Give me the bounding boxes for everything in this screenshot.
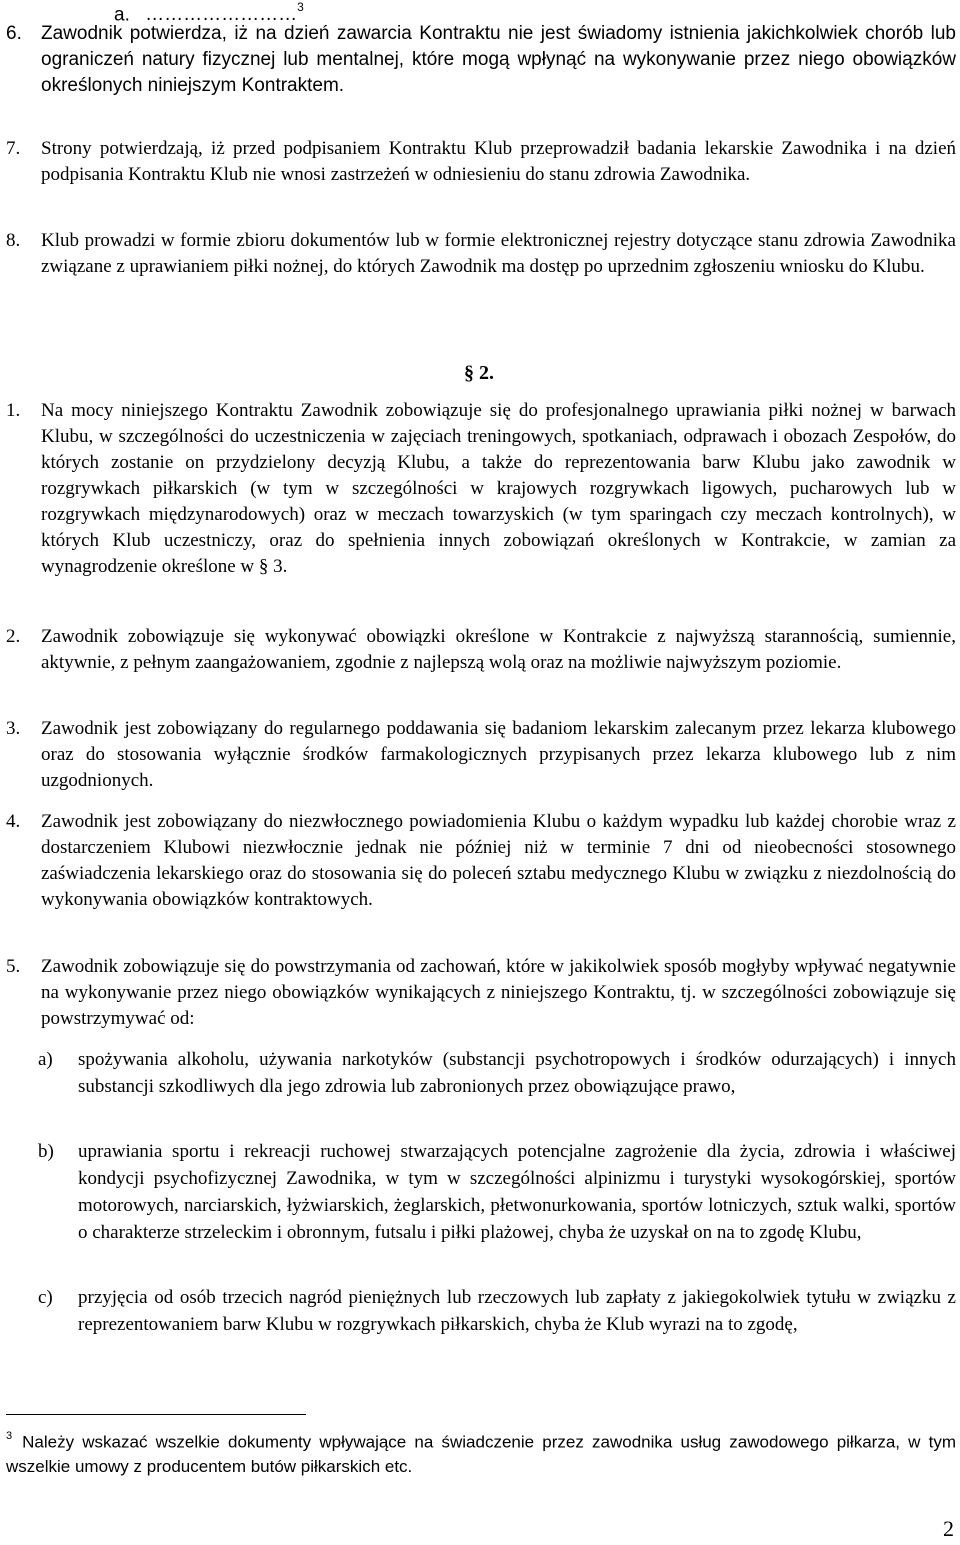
paragraph-4 — [6, 809, 956, 913]
paragraph-number: 3. — [6, 718, 21, 739]
paragraph-number: 2. — [6, 626, 21, 647]
footnote — [6, 1426, 956, 1479]
sub-item-b — [38, 1138, 956, 1246]
paragraph-text: Zawodnik potwierdza, iż na dzień zawarcia Kontraktu nie jest świadomy istnienia jakichkolwiek chorób lub ograniczeń natury fizycznej lub mentalnej, które mogą wpłynąć na wykonywanie przez niego obowiązków określonych niniejszym Kontraktem. — [41, 23, 956, 96]
footnote-text: Należy wskazać wszelkie dokumenty wpływające na świadczenie przez zawodnika usług zawodowego piłkarza, w tym wszelkie umowy z producentem butów piłkarskich etc. — [6, 1432, 956, 1476]
paragraph-text: Na mocy niniejszego Kontraktu Zawodnik zobowiązuje się do profesjonalnego uprawiania piłki nożnej w barwach Klubu, w szczególności do uczestniczenia w zajęciach treningowych, spotkaniach, odprawach i obozach Zespołów, do których zostanie on przydzielony decyzją Klubu, a także do reprezentowania barw Klubu jako zawodnik w rozgrywkach piłkarskich (w tym w szczególności w krajowych rozgrywkach ligowych, pucharowych lub w rozgrywkach międzynarodowych) oraz w meczach towarzyskich (w tym sparingach czy meczach kontrolnych), w których Klub uczestniczy, oraz do spełnienia innych zobowiązań określonych w Kontrakcie, w zamian za wynagrodzenie określone w § 3. — [41, 400, 956, 577]
paragraph-3 — [6, 716, 956, 794]
footnote-separator — [6, 1414, 306, 1415]
paragraph-5 — [6, 954, 956, 1032]
paragraph-6 — [6, 21, 956, 99]
sub-item-c — [38, 1284, 956, 1338]
footnote-marker: 3 — [6, 1430, 13, 1442]
paragraph-text: Zawodnik jest zobowiązany do niezwłocznego powiadomienia Klubu o każdym wypadku lub każdej chorobie wraz z dostarczeniem Klubowi niezwłocznie jednak nie później niż w terminie 7 dni od nieobecności stosownego zaświadczenia lekarskiego oraz do stosowania się do poleceń sztabu medycznego Klubu w związku z niezdolnością do wykonywania obowiązków kontraktowych. — [41, 811, 956, 910]
header-item-label: a. — [114, 4, 130, 26]
sub-item-text: przyjęcia od osób trzecich nagród pieniężnych lub rzeczowych lub zapłaty z jakiegokolwiek tytułu w związku z reprezentowaniem barw Klubu w rozgrywkach piłkarskich, chyba że Klub wyrazi na to zgodę, — [78, 1287, 956, 1335]
paragraph-8 — [6, 228, 956, 280]
sub-item-text: spożywania alkoholu, używania narkotyków (substancji psychotropowych i środków odurzających) i innych substancji szkodliwych dla jego zdrowia lub zabronionych przez obowiązujące prawo, — [78, 1049, 956, 1097]
sub-item-a — [38, 1046, 956, 1100]
paragraph-text: Klub prowadzi w formie zbioru dokumentów lub w formie elektronicznej rejestry dotyczące stanu zdrowia Zawodnika związane z uprawianiem piłki nożnej, do których Zawodnik ma dostęp po uprzednim zgłoszeniu wniosku do Klubu. — [41, 230, 956, 277]
sub-item-letter: c) — [38, 1287, 53, 1308]
paragraph-2 — [6, 624, 956, 676]
sub-item-letter: a) — [38, 1049, 53, 1070]
paragraph-text: Zawodnik jest zobowiązany do regularnego poddawania się badaniom lekarskim zalecanym przez lekarza klubowego oraz do stosowania wyłącznie środków farmakologicznych przypisanych przez lekarza klubowego lub z nim uzgodnionych. — [41, 718, 956, 791]
paragraph-number: 6. — [6, 23, 22, 44]
section-heading: § 2. — [464, 362, 494, 384]
sub-item-letter: b) — [38, 1141, 54, 1162]
paragraph-text: Strony potwierdzają, iż przed podpisaniem Kontraktu Klub przeprowadził badania lekarskie Zawodnika i na dzień podpisania Kontraktu Klub nie wnosi zastrzeżeń w odniesieniu do stanu zdrowia Zawodnika. — [41, 138, 956, 185]
paragraph-text: Zawodnik zobowiązuje się wykonywać obowiązki określone w Kontrakcie z najwyższą starannością, sumiennie, aktywnie, z pełnym zaangażowaniem, zgodnie z najlepszą wolą oraz na możliwie najwyższym poziomie. — [41, 626, 956, 673]
paragraph-text: Zawodnik zobowiązuje się do powstrzymania od zachowań, które w jakikolwiek sposób mogłyby wpływać negatywnie na wykonywanie przez niego obowiązków wynikających z niniejszego Kontraktu, tj. w szczególności zobowiązuje się powstrzymywać od: — [41, 956, 956, 1029]
paragraph-number: 8. — [6, 230, 21, 251]
paragraph-1 — [6, 398, 956, 580]
header-item-dots: …………………… — [145, 4, 298, 26]
paragraph-number: 5. — [6, 956, 21, 977]
paragraph-number: 7. — [6, 138, 21, 159]
sub-item-text: uprawiania sportu i rekreacji ruchowej stwarzających potencjalne zagrożenie dla życia, zdrowia i właściwej kondycji psychofizycznej Zawodnika, w tym w szczególności alpinizmu i turystyki wysokogórskiej, sportów motorowych, narciarskich, łyżwiarskich, żeglarskich, płetwonurkowania, sportów lotniczych, sztuk walki, sportów o charakterze strzeleckim i obronnym, futsalu i piłki plażowej, chyba że uzyskał on na to zgodę Klubu, — [78, 1141, 956, 1243]
paragraph-number: 4. — [6, 811, 21, 832]
paragraph-7 — [6, 136, 956, 188]
page-number: 2 — [943, 1516, 954, 1541]
footnote-reference: 3 — [297, 0, 304, 14]
paragraph-number: 1. — [6, 400, 21, 421]
